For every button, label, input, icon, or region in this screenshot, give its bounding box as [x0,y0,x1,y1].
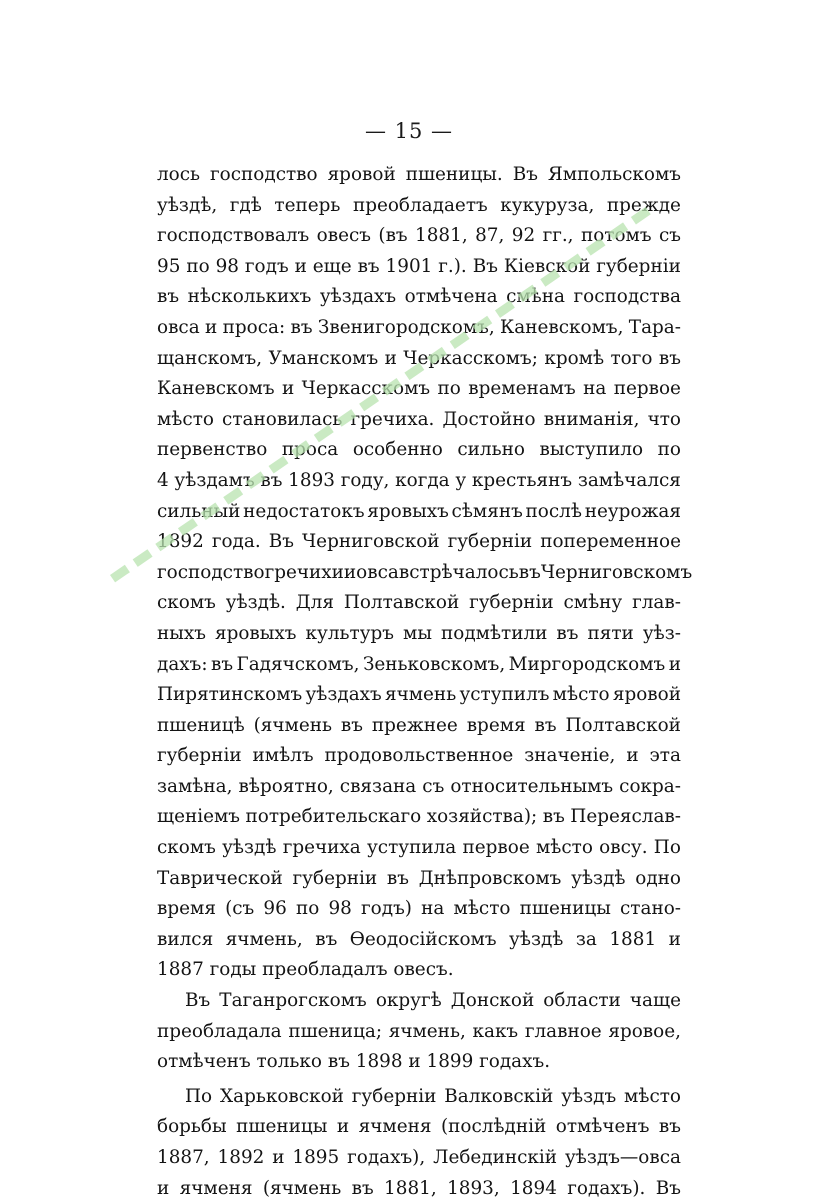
text-line: господство гречихи и овса встрѣчалось въ Черниговскомъ [157,561,693,583]
text-line: 1887 годы преобладалъ овесъ. [157,959,454,981]
text-line: Въ Таганрогскомъ округѣ Донской области чаще [185,990,681,1012]
body-text [157,160,693,1204]
text-line: борьбы пшеницы и ячменя (послѣдній отмѣченъ въ [157,1116,681,1138]
text-line: мѣсто становилась гречиха. Достойно вниманія, что [157,408,681,430]
text-line: Таврической губерніи въ Днѣпровскомъ уѣздѣ одно [157,867,681,889]
text-line: сильный недостатокъ яровыхъ сѣмянъ послѣ неурожая [157,500,681,522]
text-line: щанскомъ, Уманскомъ и Черкасскомъ; кромѣ того въ [157,347,681,369]
text-line: уѣздѣ, гдѣ теперь преобладаетъ кукуруза, прежде [157,194,681,216]
text-line: Каневскомъ и Черкасскомъ по временамъ на первое [157,378,681,400]
text-line: скомъ уѣздѣ гречиха уступила первое мѣсто овсу. По [157,837,681,859]
text-line: 1892 года. Въ Черниговской губерніи попеременное [157,531,681,553]
text-line: отмѣченъ только въ 1898 и 1899 годахъ. [157,1051,551,1073]
text-line: скомъ уѣздѣ. Для Полтавской губерніи смѣну глав- [157,592,681,614]
text-line: губерніи имѣлъ продовольственное значеніе, и эта [157,745,681,767]
text-line: господствовалъ овесъ (въ 1881, 87, 92 гг., потомъ съ [157,225,681,247]
text-line: и ячменя (ячмень въ 1881, 1893, 1894 годахъ). Въ [157,1177,681,1199]
text-line: Пирятинскомъ уѣздахъ ячмень уступилъ мѣсто яровой [157,684,681,706]
text-line: въ нѣсколькихъ уѣздахъ отмѣчена смѣна господства [157,286,681,308]
paragraph [157,986,681,1078]
text-line: время (съ 96 по 98 годъ) на мѣсто пшеницы стано- [157,898,681,920]
text-line: 1887, 1892 и 1895 годахъ), Лебединскій уѣздъ—овса [157,1147,681,1168]
page-number: — 15 — [364,119,454,143]
text-line: овса и проса: въ Звенигородскомъ, Каневскомъ, Тара- [157,316,681,338]
text-line: пшеницѣ (ячмень въ прежнее время въ Полтавской [157,714,681,736]
text-line: 4 уѣздамъ въ 1893 году, когда у крестьянъ замѣчался [157,469,681,491]
text-line: первенство проса особенно сильно выступило по [157,439,681,461]
text-line: дахъ: въ Гадячскомъ, Зеньковскомъ, Миргородскомъ и [157,653,681,675]
text-line: вился ячмень, въ Ѳеодосійскомъ уѣздѣ за 1881 и [157,928,681,950]
text-line: лось господство яровой пшеницы. Въ Ямпольскомъ [157,164,681,185]
text-line: замѣна, вѣроятно, связана съ относительнымъ сокра- [157,775,681,797]
paragraph [157,1082,681,1204]
text-line: преобладала пшеница; ячмень, какъ главное яровое, [157,1020,681,1042]
text-line: 95 по 98 годъ и еще въ 1901 г.). Въ Кіевской губерніи [157,255,681,277]
text-line: щеніемъ потребительскаго хозяйства); въ Переяслав- [157,806,681,828]
paragraph [157,160,693,986]
text-line: ныхъ яровыхъ культуръ мы подмѣтили въ пяти уѣз- [157,622,681,644]
text-line: По Харьковской губерніи Валковскій уѣздъ мѣсто [185,1085,681,1107]
